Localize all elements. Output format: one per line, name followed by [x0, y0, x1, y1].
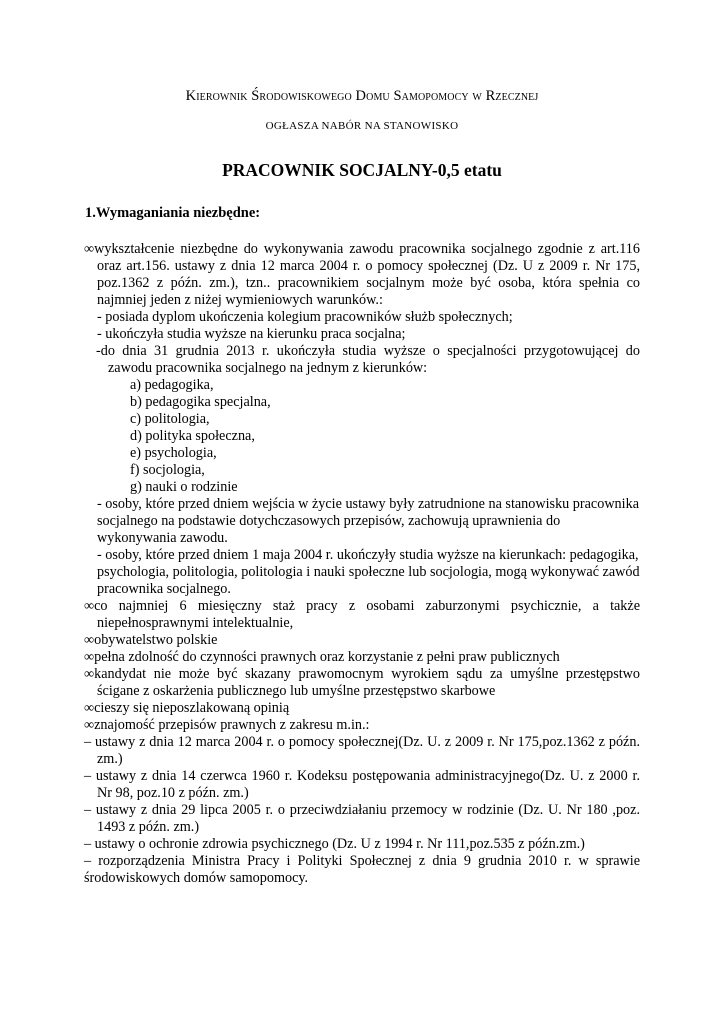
list-item: f) socjologia, [130, 462, 205, 478]
section-heading: 1.Wymaganiania niezbędne: [85, 205, 261, 221]
education-option-2: - ukończyła studia wyższe na kierunku praca socjalna; [97, 326, 406, 342]
education-option-4: - osoby, które przed dniem wejścia w życie ustawy były zatrudnione na stanowisku pracownika socjalnego na podstawie dotychczasowych przepisów, zachowują uprawnienia do wykonywania zawodu. [97, 496, 639, 546]
list-item: e) psychologia, [130, 445, 217, 461]
requirement-no-conviction: ∞kandydat nie może być skazany prawomocnym wyrokiem sądu za umyślne przestępstwo ścigane z oskarżenia publicznego lub umyślne przestępstwo skarbowe [84, 666, 640, 699]
requirement-reputation: ∞cieszy się nieposzlakowaną opinią [84, 700, 290, 716]
list-item: c) politologia, [130, 411, 210, 427]
education-option-1: - posiada dyplom ukończenia kolegium pracowników służb społecznych; [97, 309, 513, 325]
list-item: d) polityka społeczna, [130, 428, 255, 444]
law-item: – ustawy z dnia 12 marca 2004 r. o pomocy społecznej(Dz. U. z 2009 r. Nr 175,poz.1362 z późn. zm.) [84, 734, 640, 767]
law-item-last: – rozporządzenia Ministra Pracy i Polityki Społecznej z dnia 9 grudnia 2010 r. w sprawie środowiskowych domów samopomocy. [84, 853, 640, 886]
document-body [84, 241, 640, 887]
page-title: PRACOWNIK SOCJALNY-0,5 etatu [222, 160, 502, 180]
requirement-legal-capacity: ∞pełna zdolność do czynności prawnych oraz korzystanie z pełni praw publicznych [84, 649, 560, 665]
requirement-law-knowledge: ∞znajomość przepisów prawnych z zakresu m.in.: [84, 717, 370, 733]
requirement-experience: ∞co najmniej 6 miesięczny staż pracy z osobami zaburzonymi psychicznie, a także niepełnosprawnymi intelektualnie, [84, 598, 640, 631]
law-item: – ustawy o ochronie zdrowia psychicznego (Dz. U z 1994 r. Nr 111,poz.535 z późn.zm.) [84, 836, 585, 852]
header-line-1: Kierownik Środowiskowego Domu Samopomocy w Rzecznej [185, 88, 539, 104]
list-item: b) pedagogika specjalna, [130, 394, 271, 410]
law-item: – ustawy z dnia 29 lipca 2005 r. o przeciwdziałaniu przemocy w rodzinie (Dz. U. Nr 180 ,poz. 1493 z późn. zm.) [84, 802, 640, 835]
header-line-2: OGŁASZA NABÓR NA STANOWISKO [265, 120, 459, 132]
list-item: a) pedagogika, [130, 377, 214, 393]
requirement-citizenship: ∞obywatelstwo polskie [84, 632, 218, 648]
requirement-education: ∞wykształcenie niezbędne do wykonywania zawodu pracownika socjalnego zgodnie z art.116 oraz art.156. ustawy z dnia 12 marca 2004 r. o pomocy społecznej (Dz. U z 2009 r. Nr 175, poz.1362 z późn. zm.), tzn.. pracownikiem socjalnym może być osoba, która spełnia co najmniej jeden z niżej wymieniowych warunków.: [84, 241, 640, 308]
education-option-3: -do dnia 31 grudnia 2013 r. ukończyła studia wyższe o specjalności przygotowującej do zawodu pracownika socjalnego na jednym z kierunków: [96, 343, 640, 376]
law-item: – ustawy z dnia 14 czerwca 1960 r. Kodeksu postępowania administracyjnego(Dz. U. z 2000 r. Nr 98, poz.10 z późn. zm.) [84, 768, 640, 801]
list-item: g) nauki o rodzinie [130, 479, 238, 495]
education-option-5: - osoby, które przed dniem 1 maja 2004 r. ukończyły studia wyższe na kierunkach: pedagogika, psychologia, politologia, politologia i nauki społeczne lub socjologia, mogą wykonywać zawód pracownika socjalnego. [97, 547, 640, 597]
direction-list [84, 377, 640, 496]
